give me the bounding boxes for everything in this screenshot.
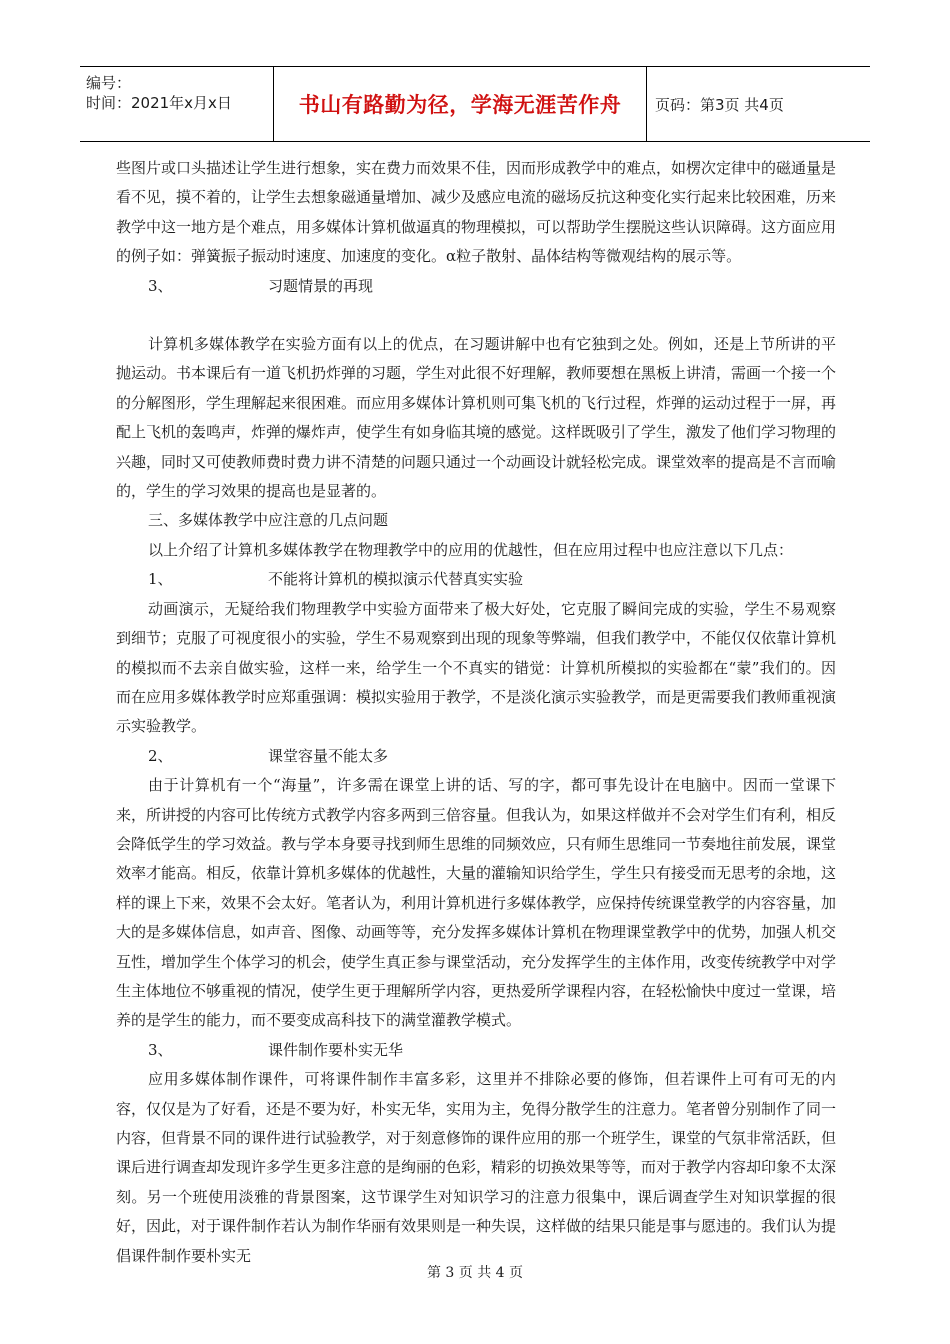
subheading-3-exercise-scenario: 3、 习题情景的再现 (148, 276, 374, 295)
subheading-3-courseware: 3、 课件制作要朴实无华 (148, 1040, 404, 1059)
paragraph-courseware: 应用多媒体制作课件，可将课件制作丰富多彩，这里并不排除必要的修饰，但若课件上可有可无的内容，仅仅是为了好看，还是不要为好，朴实无华，实用为主，免得分散学生的注意力。笔者曾分别制作了同一内容，但背景不同的课件进行试验教学，对于刻意修饰的课件应用的那一个班学生，课堂的气氛非常活跃，但课后进行调查却发现许多学生更多注意的是绚丽的色彩，精彩的切换效果等等，而对于教学内容却印象不太深刻。另一个班使用淡雅的背景图案，这节课学生对知识学习的注意力很集中，课后调查学生对知识掌握的很好，因此，对于课件制作若认为制作华丽有效果则是一种失误，这样做的结果只能是事与愿违的。我们认为提倡课件制作要朴实无 (116, 1070, 837, 1265)
blank-line (116, 301, 836, 330)
paragraph-exercise: 计算机多媒体教学在实验方面有以上的优点，在习题讲解中也有它独到之处。例如，还是上节所讲的平抛运动。书本课后有一道飞机扔炸弹的习题，学生对此很不好理解，教师要想在黑板上讲清，需画一个接一个的分解图形，学生理解起来很困难。而应用多媒体计算机则可集飞机的飞行过程，炸弹的运动过程于一屏，再配上飞机的轰鸣声，炸弹的爆炸声，使学生有如身临其境的感觉。这样既吸引了学生，激发了他们学习物理的兴趣，同时又可使教师费时费力讲不清楚的问题只通过一个动画设计就轻松完成。课堂效率的提高是不言而喻的，学生的学习效果的提高也是显著的。 (116, 335, 837, 501)
page-footer: 第 3 页 共 4 页 (426, 1265, 524, 1281)
subheading-1-simulation: 1、 不能将计算机的模拟演示代替真实实验 (148, 570, 524, 589)
header-meta (80, 67, 274, 141)
paragraph-simulation: 动画演示，无疑给我们物理教学中实验方面带来了极大好处，它克服了瞬间完成的实验，学生不易观察到细节；克服了可视度很小的实验，学生不易观察到出现的现象等弊端，但我们教学中，不能仅仅依靠计算机的模拟而不去亲自做实验，这样一来，给学生一个不真实的错觉：计算机所模拟的实验都在“蒙”我们的。因而在应用多媒体教学时应郑重强调：模拟实验用于教学，不是淡化演示实验教学，而是更需要我们教师重视演示实验教学。 (116, 599, 837, 736)
header-motto-cell (274, 67, 647, 141)
doc-number-label: 编号： (86, 74, 132, 92)
document-body (116, 154, 836, 1271)
subheading-2-capacity: 2、 课堂容量不能太多 (148, 746, 389, 765)
paragraph-continued: 些图片或口头描述让学生进行想象，实在费力而效果不佳，因而形成教学中的难点，如楞次定律中的磁通量是看不见，摸不着的，让学生去想象磁通量增加、减少及感应电流的磁场反抗这种变化实行起来比较困难，历来教学中这一地方是个难点，用多媒体计算机做逼真的物理模拟，可以帮助学生摆脱这些认识障碍。这方面应用的例子如：弹簧振子振动时速度、加速度的变化。α粒子散射、晶体结构等微观结构的展示等。 (116, 159, 837, 266)
section-heading-3: 三、多媒体教学中应注意的几点问题 (148, 511, 389, 530)
page-header (80, 66, 870, 142)
paragraph-capacity: 由于计算机有一个“海量”，许多需在课堂上讲的话、写的字，都可事先设计在电脑中。因而一堂课下来，所讲授的内容可比传统方式教学内容多两到三倍容量。但我认为，如果这样做并不会对学生们有利，相反会降低学生的学习效益。教与学本身要寻找到师生思维的同频效应，只有师生思维同一节奏地往前发展，课堂效率才能高。相反，依靠计算机多媒体的优越性，大量的灌输知识给学生，学生只有接受而无思考的余地，这样的课上下来，效果不会太好。笔者认为，利用计算机进行多媒体教学，应保持传统课堂教学的内容容量，加大的是多媒体信息，如声音、图像、动画等等，充分发挥多媒体计算机在物理课堂教学中的优势，加强人机交互性，增加学生个体学习的机会，使学生真正参与课堂活动，充分发挥学生的主体作用，改变传统教学中对学生主体地位不够重视的情况，使学生更于理解所学内容，更热爱所学课程内容，在轻松愉快中度过一堂课，培养的是学生的能力，而不要变成高科技下的满堂灌教学模式。 (116, 776, 837, 1030)
header-motto: 书山有路勤为径，学海无涯苦作舟 (298, 93, 622, 117)
doc-date: 时间：2021年x月x日 (86, 94, 232, 112)
header-page-number: 页码：第3页 共4页 (655, 95, 784, 114)
paragraph-intro-issues: 以上介绍了计算机多媒体教学在物理教学中的应用的优越性，但在应用过程中也应注意以下几点： (148, 540, 794, 559)
